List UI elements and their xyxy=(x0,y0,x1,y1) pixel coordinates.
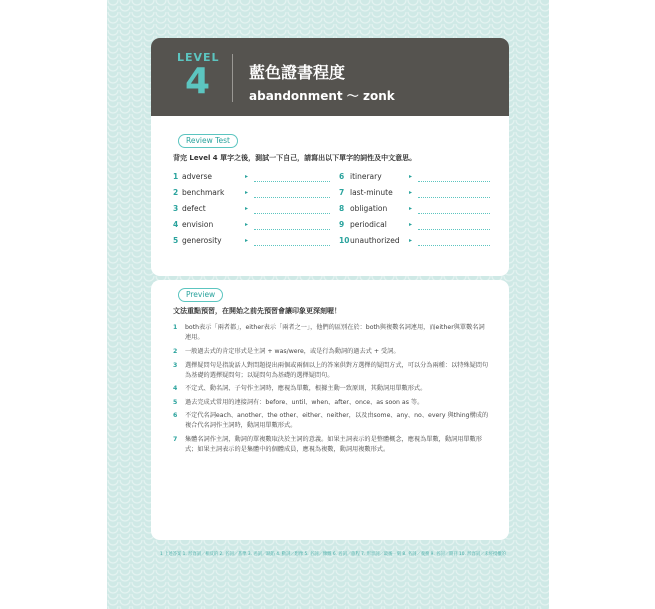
answer-blank[interactable] xyxy=(418,181,490,182)
answer-blank[interactable] xyxy=(254,181,330,182)
level-header xyxy=(151,38,509,116)
preview-card xyxy=(151,280,509,540)
review-test-intro: 背完 Level 4 單字之後，測試一下自己，請寫出以下單字的詞性及中文意思。 xyxy=(173,154,417,162)
preview-badge: Preview xyxy=(178,288,223,302)
answer-key-footer: 1 上述答案 1. 形容詞／相反的 2. 名詞／基準 3. 名詞／缺陷 4. 動詞／想像 5. 名詞／慷慨 6. 名詞／旅程 7. 形容詞／最後一刻 8. 名詞／義務 9. 名詞／期刊 10. 形容詞／未經授權的 xyxy=(160,552,506,557)
review-test-badge: Review Test xyxy=(178,134,238,148)
answer-blank[interactable] xyxy=(254,213,330,214)
answer-blank[interactable] xyxy=(418,213,490,214)
grammar-point: 4 不定式、動名詞、子句作主詞時，應視為單數，根據主動一致原則，其動詞用單數形式。 xyxy=(173,385,427,392)
level-number: 4 xyxy=(185,61,211,102)
review-item: 6 itinerary ▸ xyxy=(339,172,499,182)
arrow-icon: ▸ xyxy=(409,205,413,212)
answer-blank[interactable] xyxy=(418,245,490,246)
arrow-icon: ▸ xyxy=(245,205,249,212)
review-item: 9 periodical ▸ xyxy=(339,220,499,230)
grammar-point: 5 過去完成式常用的連接詞有：before、until、when、after、once、as soon as 等。 xyxy=(173,399,424,406)
grammar-point: 2 一般過去式的肯定形式是主詞 + was/were，或是行為動詞的過去式 + 受詞。 xyxy=(173,348,400,355)
level-label: LEVEL xyxy=(177,51,220,64)
answer-blank[interactable] xyxy=(254,197,330,198)
grammar-point: 6 不定代名詞each、another、the other、either、neither，以及由some、any、no、every 與thing構成的複合代名詞作主詞時，動詞用單數形式。 xyxy=(173,412,489,429)
grammar-point: 1 both表示「兩者都」，either表示「兩者之一」，他們的區別在於：both與複數名詞連用，而either與單數名詞連用。 xyxy=(173,324,485,341)
arrow-icon: ▸ xyxy=(245,221,249,228)
book-page xyxy=(107,0,549,609)
header-divider xyxy=(232,54,233,102)
review-item: 1 adverse ▸ xyxy=(173,172,333,182)
review-item: 5 generosity ▸ xyxy=(173,236,333,246)
arrow-icon: ▸ xyxy=(409,237,413,244)
review-item: 8 obligation ▸ xyxy=(339,204,499,214)
word-range-subtitle: abandonment ～ zonk xyxy=(249,89,395,103)
answer-blank[interactable] xyxy=(418,197,490,198)
review-item: 3 defect ▸ xyxy=(173,204,333,214)
arrow-icon: ▸ xyxy=(245,173,249,180)
arrow-icon: ▸ xyxy=(409,221,413,228)
grammar-point: 7 集體名詞作主詞，動詞的單複數取決於主詞的意義。如果主詞表示的是整體概念，應視為單數，動詞用單數形式；如果主詞表示的是集體中的個體成員，應視為複數，動詞用複數形式。 xyxy=(173,436,482,453)
page-title: 藍色證書程度 xyxy=(249,63,346,82)
arrow-icon: ▸ xyxy=(409,189,413,196)
answer-blank[interactable] xyxy=(418,229,490,230)
arrow-icon: ▸ xyxy=(245,189,249,196)
answer-blank[interactable] xyxy=(254,245,330,246)
arrow-icon: ▸ xyxy=(245,237,249,244)
review-item: 7 last-minute ▸ xyxy=(339,188,499,198)
answer-blank[interactable] xyxy=(254,229,330,230)
review-item: 10 unauthorized ▸ xyxy=(339,236,499,246)
grammar-point: 3 選擇疑問句是指說話人對問題提出兩個或兩個以上的答案供對方選擇的疑問方式，可以分為兩種：以特殊疑問句為基礎的選擇疑問句；以疑問句為基礎的選擇疑問句。 xyxy=(173,362,489,379)
arrow-icon: ▸ xyxy=(409,173,413,180)
preview-intro: 文法重點預習，在開始之前先預習會讓印象更深刻喔！ xyxy=(173,307,341,315)
review-item: 2 benchmark ▸ xyxy=(173,188,333,198)
review-item: 4 envision ▸ xyxy=(173,220,333,230)
review-test-card xyxy=(151,116,509,276)
